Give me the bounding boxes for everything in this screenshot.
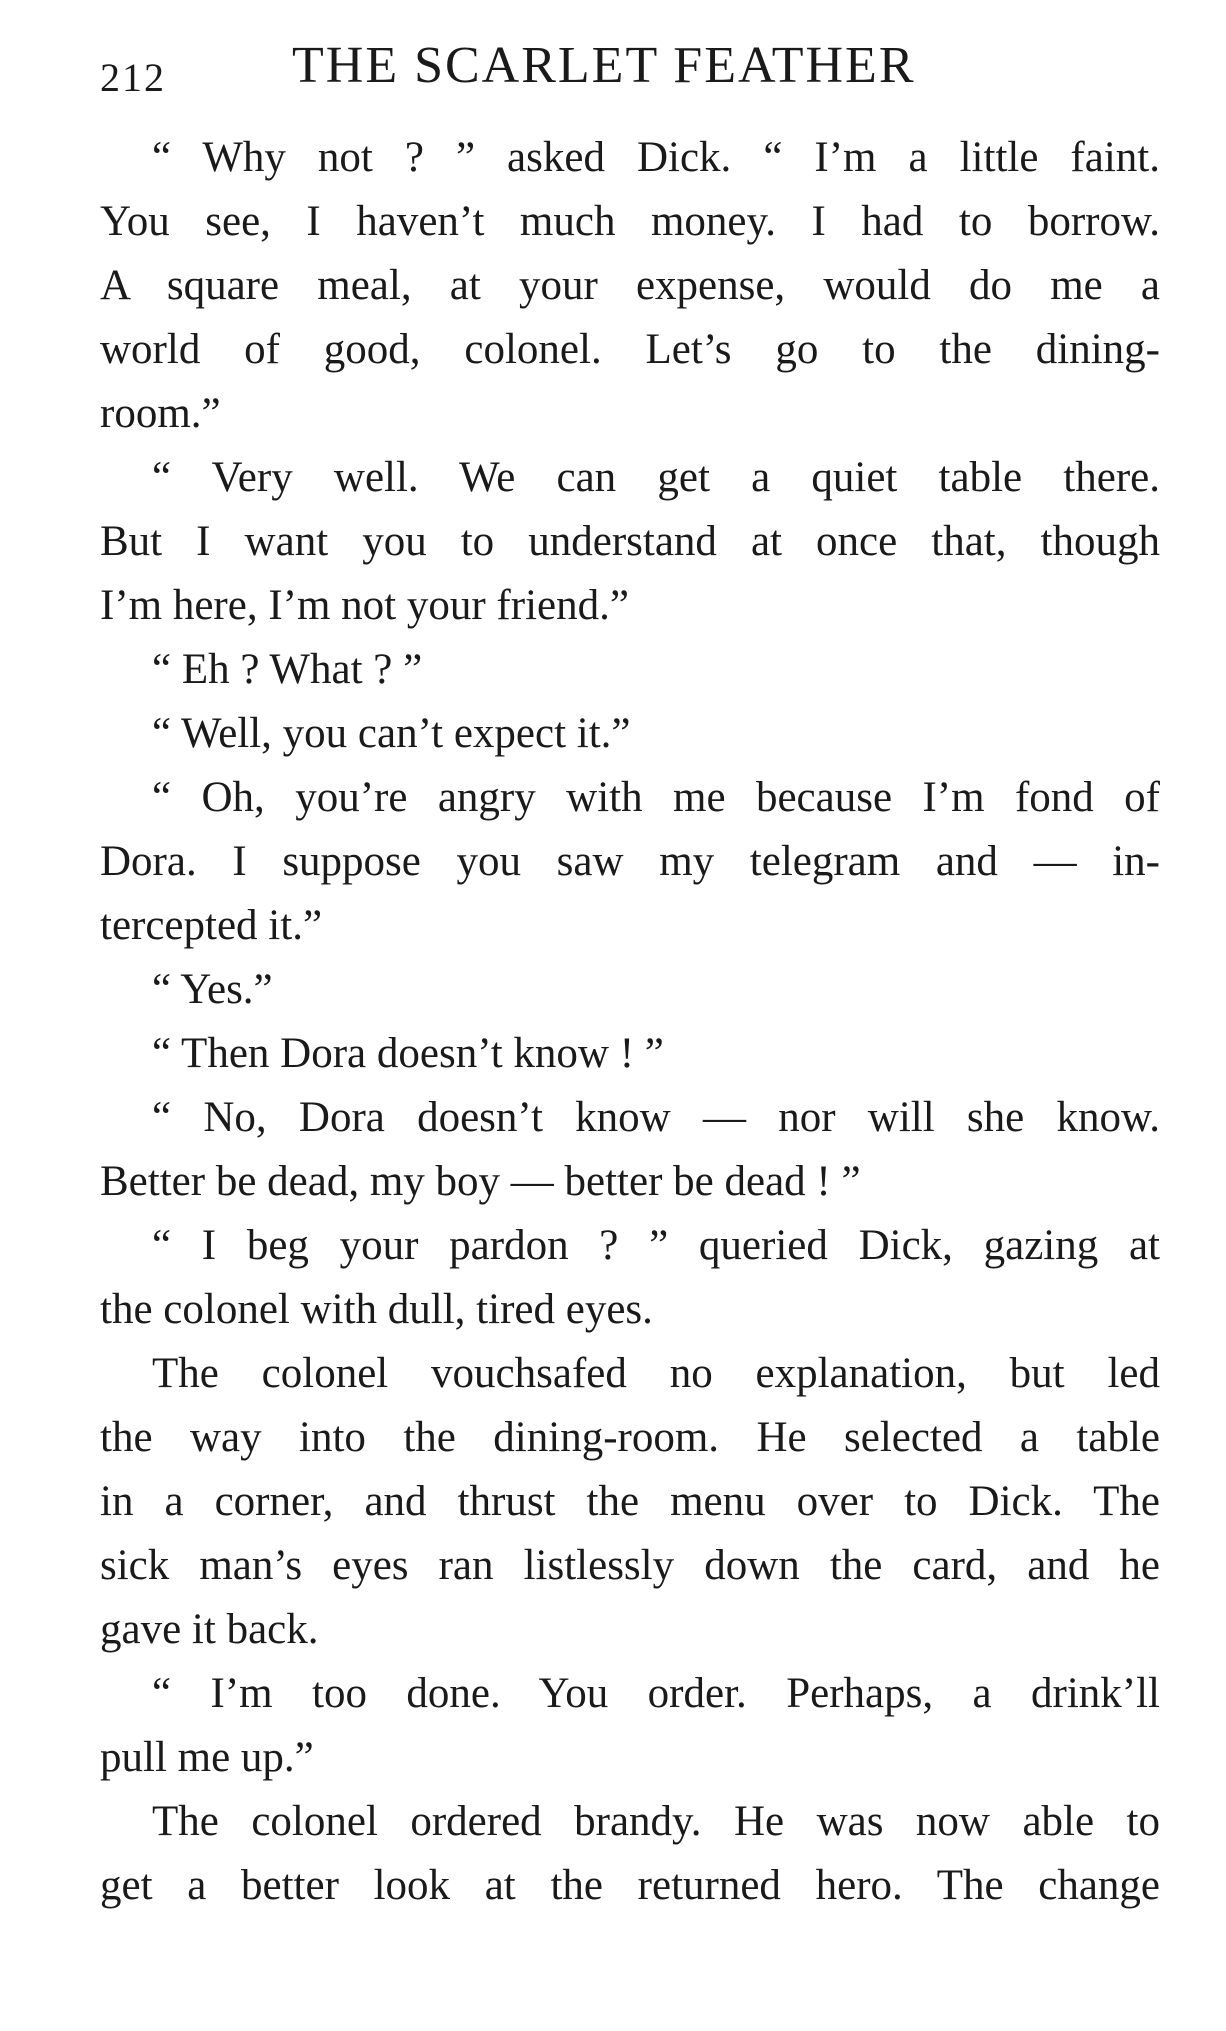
body-text [100, 126, 1160, 1918]
text-line: “ Yes.” [152, 966, 273, 1013]
text-line: The colonel ordered brandy. He was now able to [152, 1798, 1160, 1845]
text-line: in a corner, and thrust the menu over to Dick. The [100, 1478, 1160, 1525]
text-line: “ Why not ? ” asked Dick. “ I’m a little faint. [152, 134, 1160, 181]
text-line: sick man’s eyes ran listlessly down the card, and he [100, 1542, 1160, 1589]
text-line: tercepted it.” [100, 902, 323, 949]
text-line: “ Oh, you’re angry with me because I’m fond of [152, 774, 1160, 821]
text-line: Better be dead, my boy — better be dead ! ” [100, 1158, 861, 1205]
text-line: A square meal, at your expense, would do me a [100, 262, 1160, 309]
text-line: world of good, colonel. Let’s go to the dining- [100, 326, 1160, 373]
book-title: THE SCARLET FEATHER [292, 37, 916, 94]
page-number: 212 [100, 55, 166, 100]
text-line: The colonel vouchsafed no explanation, but led [152, 1350, 1160, 1397]
text-line: “ Very well. We can get a quiet table there. [152, 454, 1160, 501]
text-line: “ I beg your pardon ? ” queried Dick, gazing at [152, 1222, 1160, 1269]
text-line: Dora. I suppose you saw my telegram and — in- [100, 838, 1160, 885]
text-line: gave it back. [100, 1606, 319, 1653]
text-line: the colonel with dull, tired eyes. [100, 1286, 653, 1333]
text-line: room.” [100, 390, 221, 437]
text-line: the way into the dining-room. He selected a table [100, 1414, 1160, 1461]
text-line: “ No, Dora doesn’t know — nor will she know. [152, 1094, 1160, 1141]
text-line: I’m here, I’m not your friend.” [100, 582, 629, 629]
text-line: “ I’m too done. You order. Perhaps, a drink’ll [152, 1670, 1160, 1717]
text-line: But I want you to understand at once that, though [100, 518, 1160, 565]
text-line: “ Eh ? What ? ” [152, 646, 423, 693]
text-line: “ Then Dora doesn’t know ! ” [152, 1030, 664, 1077]
running-head [100, 36, 1160, 106]
text-line: pull me up.” [100, 1734, 314, 1781]
text-line: “ Well, you can’t expect it.” [152, 710, 631, 757]
text-line: You see, I haven’t much money. I had to borrow. [100, 198, 1160, 245]
text-line: get a better look at the returned hero. The change [100, 1862, 1160, 1909]
